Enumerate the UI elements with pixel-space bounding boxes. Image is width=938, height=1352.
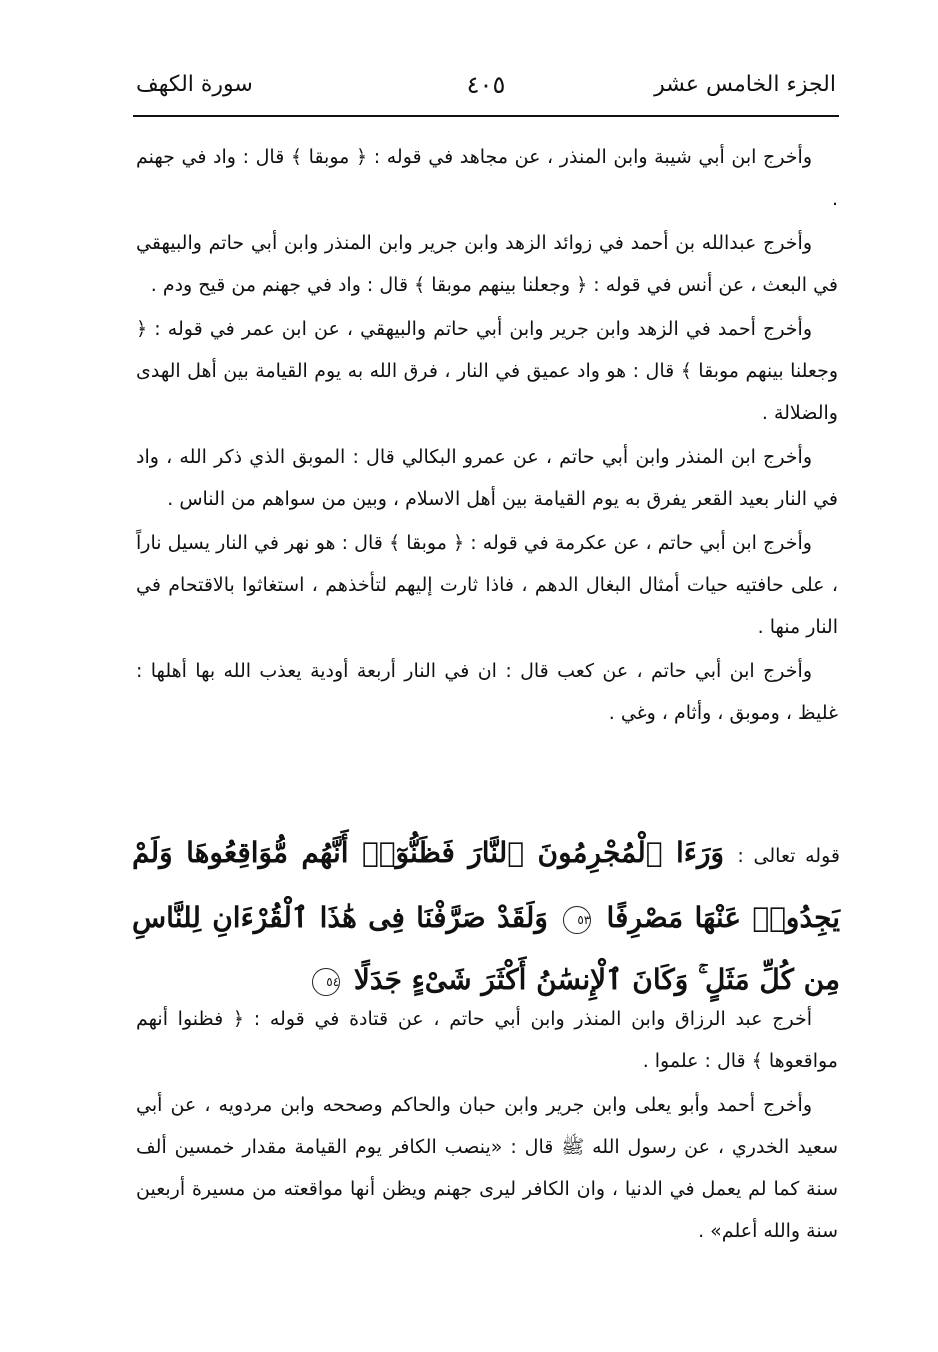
page-number: ٤٠٥ bbox=[466, 71, 506, 99]
quran-verses bbox=[132, 822, 840, 1011]
commentary-block-top bbox=[136, 136, 838, 736]
commentary-block-bottom bbox=[136, 998, 838, 1254]
paragraph: وأخرج عبدالله بن أحمد في زوائد الزهد وابن جرير وابن المنذر وابن أبي حاتم والبيهقي في البعث ، عن أنس في قوله : ﴿ وجعلنا بينهم موبقا ﴾ قال : واد في جهنم من قيح ودم . bbox=[136, 232, 838, 296]
verse-intro: قوله تعالى : bbox=[737, 845, 840, 867]
verse-54: وَلَقَدْ صَرَّفْنَا فِى هَٰذَا ٱلْقُرْءَانِ لِلنَّاسِ مِن كُلِّ مَثَلٍ ۚ وَكَانَ ٱلْإِنسَٰنُ أَكْثَرَ شَىْءٍ جَدَلًا bbox=[132, 901, 840, 996]
header-rule bbox=[133, 115, 839, 117]
surah-title: سورة الكهف bbox=[136, 72, 253, 97]
part-title: الجزء الخامس عشر bbox=[654, 72, 836, 97]
ayah-number-54: ٥٤ bbox=[312, 968, 340, 996]
paragraph: وأخرج ابن أبي شيبة وابن المنذر ، عن مجاهد في قوله : ﴿ موبقا ﴾ قال : واد في جهنم . bbox=[136, 146, 838, 210]
verse-53: وَرَءَا ٱلْمُجْرِمُونَ ٱلنَّارَ فَظَنُّوٓا۟ أَنَّهُم مُّوَاقِعُوهَا وَلَمْ يَجِدُوا۟ عَنْهَا مَصْرِفًا bbox=[132, 836, 841, 934]
paragraph: وأخرج ابن أبي حاتم ، عن عكرمة في قوله : ﴿ موبقا ﴾ قال : هو نهر في النار يسيل ناراً ، على حافتيه حيات أمثال البغال الدهم ، فاذا ثارت إليهم لتأخذهم ، استغاثوا بالاقتحام في النار منها . bbox=[136, 532, 838, 638]
paragraph: أخرج عبد الرزاق وابن المنذر وابن أبي حاتم ، عن قتادة في قوله : ﴿ فظنوا أنهم مواقعوها ﴾ قال : علموا . bbox=[136, 1008, 838, 1072]
paragraph: وأخرج ابن أبي حاتم ، عن كعب قال : ان في النار أربعة أودية يعذب الله بها أهلها : غليظ ، وموبق ، وأثام ، وغي . bbox=[136, 660, 838, 724]
ayah-number-53: ٥٣ bbox=[563, 906, 591, 934]
paragraph: وأخرج أحمد في الزهد وابن جرير وابن أبي حاتم والبيهقي ، عن ابن عمر في قوله : ﴿ وجعلنا بينهم موبقا ﴾ قال : هو واد عميق في النار ، فرق الله به يوم القيامة بين أهل الهدى والضلالة . bbox=[136, 318, 838, 424]
paragraph: وأخرج ابن المنذر وابن أبي حاتم ، عن عمرو البكالي قال : الموبق الذي ذكر الله ، واد في النار بعيد القعر يفرق به يوم القيامة بين أهل الاسلام ، وبين من سواهم من الناس . bbox=[136, 446, 838, 510]
page-header bbox=[136, 66, 836, 110]
paragraph: وأخرج أحمد وأبو يعلى وابن جرير وابن حبان والحاكم وصححه وابن مردويه ، عن أبي سعيد الخدري ، عن رسول الله ﷺ قال : «ينصب الكافر يوم القيامة مقدار خمسين ألف سنة كما لم يعمل في الدنيا ، وان الكافر ليرى جهنم ويظن أنها مواقعته من مسيرة أربعين سنة والله أعلم» . bbox=[136, 1094, 838, 1242]
